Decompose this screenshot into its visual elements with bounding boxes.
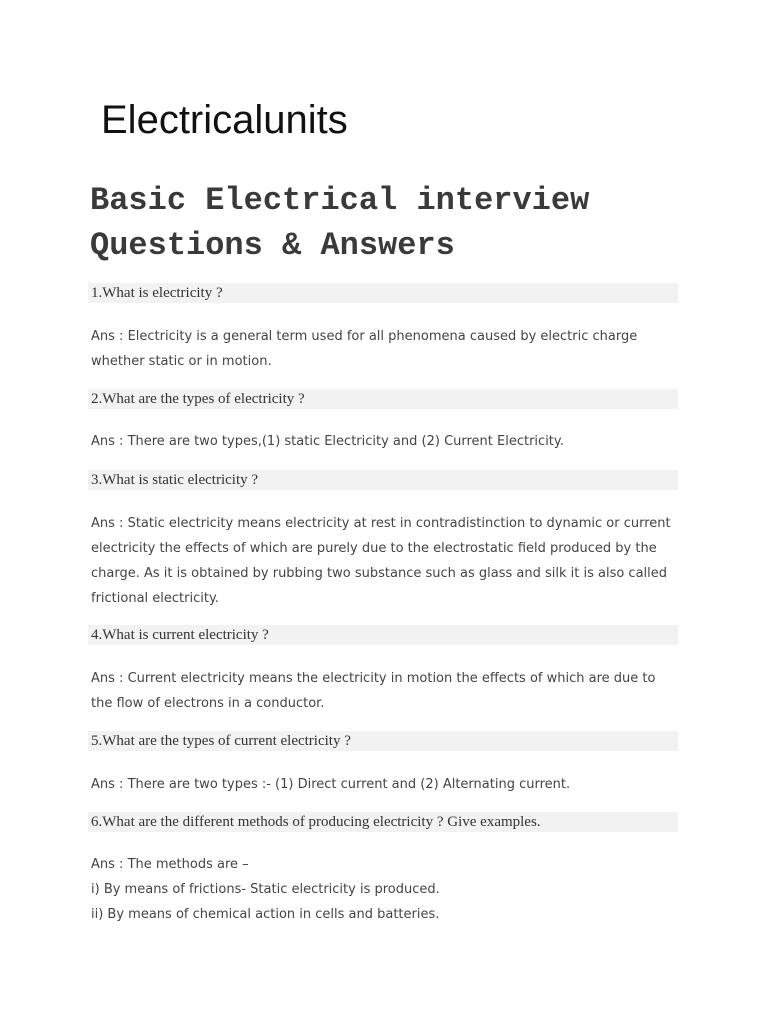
answer-label: Ans : [91, 516, 128, 531]
answer-1-text-1: Electricity is a general term used for all phenomena caused by electric charge [127, 329, 638, 344]
answer-3-line-4: frictional electricity. [91, 591, 219, 606]
answer-4 [91, 666, 691, 716]
answer-3-line-2: electricity the effects of which are purely due to the electrostatic field produced by the [91, 541, 657, 556]
answer-label: Ans : [91, 857, 128, 872]
answer-2 [91, 429, 691, 454]
answer-5-line-1 [91, 772, 691, 797]
question-3: 3.What is static electricity ? [88, 470, 678, 490]
answer-4-line-1 [91, 666, 691, 691]
answer-5-text-1: There are two types :- (1) Direct current and (2) Alternating current. [127, 777, 571, 792]
answer-6-line-2: i) By means of frictions- Static electricity is produced. [91, 882, 440, 897]
answer-2-text-1: There are two types,(1) static Electricity and (2) Current Electricity. [127, 434, 564, 449]
answer-3-text-1: Static electricity means electricity at rest in contradistinction to dynamic or current [127, 516, 671, 531]
answer-3 [91, 511, 691, 611]
question-5: 5.What are the types of current electricity ? [88, 731, 678, 751]
page-heading-line-1: Basic Electrical interview [90, 182, 590, 219]
answer-1-line-1 [91, 324, 691, 349]
answer-3-line-1 [91, 511, 691, 536]
question-2: 2.What are the types of electricity ? [88, 389, 678, 409]
page-heading [90, 178, 690, 268]
question-1: 1.What is electricity ? [88, 283, 678, 303]
site-title: Electricalunits [101, 98, 348, 142]
answer-6-text-1: The methods are – [127, 857, 249, 872]
answer-5 [91, 772, 691, 797]
answer-3-line-3: charge. As it is obtained by rubbing two substance such as glass and silk it is also called [91, 566, 668, 581]
page-heading-line-2: Questions & Answers [90, 227, 455, 264]
answer-4-text-1: Current electricity means the electricity in motion the effects of which are due to [127, 671, 656, 686]
question-6: 6.What are the different methods of producing electricity ? Give examples. [88, 812, 678, 832]
answer-1-line-2: whether static or in motion. [91, 354, 272, 369]
answer-label: Ans : [91, 329, 128, 344]
answer-label: Ans : [91, 434, 128, 449]
answer-label: Ans : [91, 671, 128, 686]
answer-4-line-2: the flow of electrons in a conductor. [91, 696, 325, 711]
answer-6-line-3: ii) By means of chemical action in cells and batteries. [91, 907, 440, 922]
answer-6 [91, 852, 691, 927]
answer-2-line-1 [91, 429, 691, 454]
answer-label: Ans : [91, 777, 128, 792]
answer-6-line-1 [91, 852, 691, 877]
answer-1 [91, 324, 691, 374]
question-4: 4.What is current electricity ? [88, 625, 678, 645]
